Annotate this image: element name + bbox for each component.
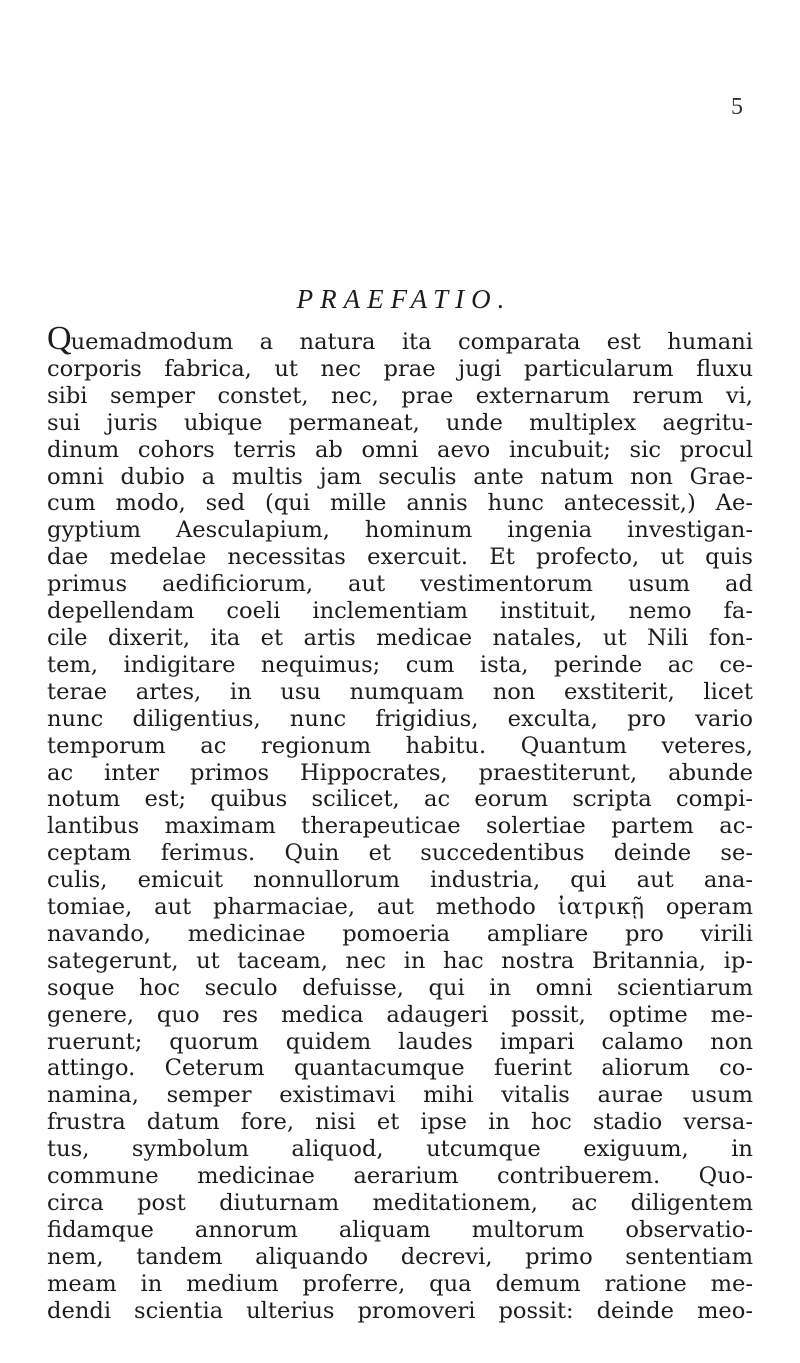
- text-line: attingo. Ceterum quantacumque fuerint aliorum co-: [47, 1055, 753, 1082]
- text-line: frustra datum fore, nisi et ipse in hoc stadio versa-: [47, 1109, 753, 1136]
- text-line: genere, quo res medica adaugeri possit, optime me-: [47, 1001, 753, 1028]
- text-line: navando, medicinae pomoeria ampliare pro virili: [47, 920, 753, 947]
- text-line: sibi semper constet, nec, prae externarum rerum vi,: [47, 382, 753, 409]
- text-line: nem, tandem aliquando decrevi, primo sententiam: [47, 1243, 753, 1270]
- text-line: corporis fabrica, ut nec prae jugi particularum fluxu: [47, 355, 753, 382]
- text-line: soque hoc seculo defuisse, qui in omni scientiarum: [47, 974, 753, 1001]
- text-line: tomiae, aut pharmaciae, aut methodo ἰατρικῇ operam: [47, 894, 753, 921]
- text-line: circa post diuturnam meditationem, ac diligentem: [47, 1190, 753, 1216]
- text-line: depellendam coeli inclementiam instituit, nemo fa-: [47, 598, 753, 625]
- text-line: cum modo, sed (qui mille annis hunc antecessit,) Ae-: [47, 490, 753, 517]
- text-line: commune medicinae aerarium contribuerem. Quo-: [47, 1163, 753, 1190]
- page-heading: PRAEFATIO.: [296, 284, 512, 314]
- text-line: temporum ac regionum habitu. Quantum veteres,: [47, 732, 753, 759]
- text-line: ruerunt; quorum quidem laudes impari calamo non: [47, 1028, 753, 1055]
- text-line: [47, 320, 753, 357]
- text-line: culis, emicuit nonnullorum industria, qui aut ana-: [47, 867, 753, 894]
- text-line-content: uemadmodum a natura ita comparata est humani: [70, 329, 753, 355]
- text-line: dendi scientia ulterius promoveri possit: deinde meo-: [47, 1297, 753, 1324]
- text-line: nunc diligentius, nunc frigidius, exculta, pro vario: [47, 705, 753, 732]
- text-line: tem, indigitare nequimus; cum ista, perinde ac ce-: [47, 651, 753, 678]
- text-line: fidamque annorum aliquam multorum observatio-: [47, 1216, 753, 1243]
- text-line: sategerunt, ut taceam, nec in hac nostra Britannia, ip-: [47, 947, 753, 974]
- text-line: terae artes, in usu numquam non exstiterit, licet: [47, 678, 753, 705]
- text-line: meam in medium proferre, qua demum ratione me-: [47, 1270, 753, 1297]
- text-line: sui juris ubique permaneat, unde multiplex aegritu-: [47, 409, 753, 436]
- text-line: cile dixerit, ita et artis medicae natales, ut Nili fon-: [47, 624, 753, 651]
- body-text: [47, 320, 753, 1325]
- text-line: gyptium Aesculapium, hominum ingenia investigan-: [47, 517, 753, 544]
- text-line: dinum cohors terris ab omni aevo incubuit; sic procul: [47, 436, 753, 463]
- page-number: 5: [731, 94, 743, 120]
- text-line: lantibus maximam therapeuticae solertiae partem ac-: [47, 813, 753, 840]
- text-line: dae medelae necessitas exercuit. Et profecto, ut quis: [47, 544, 753, 571]
- text-line: tus, symbolum aliquod, utcumque exiguum, in: [47, 1136, 753, 1163]
- text-line: omni dubio a multis jam seculis ante natum non Grae-: [47, 463, 753, 490]
- text-line: ceptam ferimus. Quin et succedentibus deinde se-: [47, 840, 753, 867]
- text-line: namina, semper existimavi mihi vitalis aurae usum: [47, 1082, 753, 1109]
- text-line: primus aedificiorum, aut vestimentorum usum ad: [47, 571, 753, 598]
- text-line: notum est; quibus scilicet, ac eorum scripta compi-: [47, 786, 753, 813]
- text-line: ac inter primos Hippocrates, praestiterunt, abunde: [47, 759, 753, 786]
- drop-cap: Q: [47, 320, 72, 357]
